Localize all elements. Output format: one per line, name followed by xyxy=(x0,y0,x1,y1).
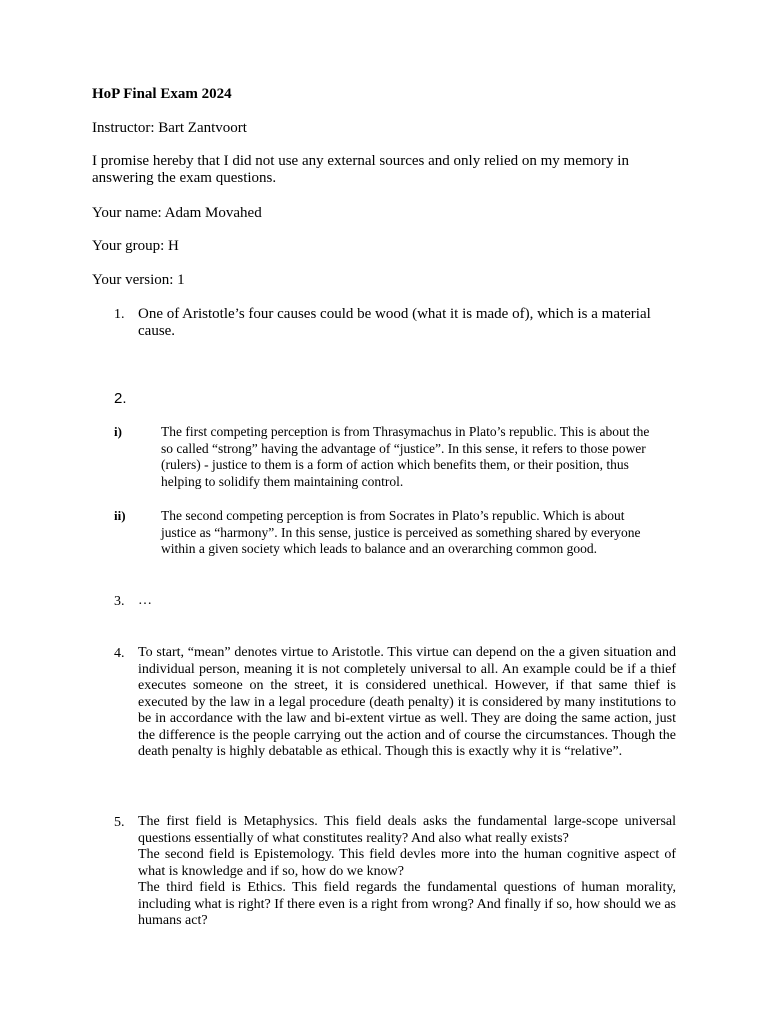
answer-2-i-line: The first competing perception is from Thrasymachus in Plato’s republic. This is about the xyxy=(161,424,650,439)
answer-1-number: 1. xyxy=(114,307,125,322)
answer-2-ii-line: The second competing perception is from Socrates in Plato’s republic. Which is about xyxy=(161,508,625,523)
instructor-line: Instructor: Bart Zantvoort xyxy=(92,120,247,136)
student-group: Your group: H xyxy=(92,238,179,254)
answer-1-text: One of Aristotle’s four causes could be wood (what it is made of), which is a material cause. xyxy=(138,306,651,339)
answer-3-text: … xyxy=(138,593,152,608)
answer-3-number: 3. xyxy=(114,594,125,609)
answer-2-i-line: so called “strong” having the advantage of “justice”. In this sense, it refers to those power xyxy=(161,440,646,456)
answer-2-i-line: helping to solidify them maintaining control. xyxy=(161,473,404,489)
answer-5-text xyxy=(138,814,676,930)
answer-2-ii-line: within a given society which leads to balance and an overarching common good. xyxy=(161,541,597,556)
exam-version: Your version: 1 xyxy=(92,272,185,288)
answer-2-i-line: (rulers) - justice to them is a form of action which benefits them, or their position, thus xyxy=(161,457,629,472)
answer-4-number: 4. xyxy=(114,646,125,661)
pledge-statement: I promise hereby that I did not use any external sources and only relied on my memory in answering the exam questions. xyxy=(92,153,629,186)
answer-2-i-text xyxy=(161,424,676,490)
answer-4-text: To start, “mean” denotes virtue to Aristotle. This virtue can depend on the a given situation and individual person, meaning it is not completely universal to all. An example could be if a thief executes someone on the street, it is considered unethical. However, if that same thief is executed by the law in a legal procedure (death penalty) it is considered by many institutions to be in accordance with the law and bi-extent virtue as well. They are doing the same action, just the difference is the people carrying out the action and of course the circumstances. Though the death penalty is highly debatable as ethical. Though this is exactly why it is “relative”. xyxy=(138,645,676,759)
document-title: HoP Final Exam 2024 xyxy=(92,86,232,102)
answer-2-ii-label: ii) xyxy=(114,508,126,523)
answer-5-metaphysics: The first field is Metaphysics. This field deals asks the fundamental large-scope universal questions essentially of what constitutes reality? And also what really exists? xyxy=(138,814,676,846)
answer-5-number: 5. xyxy=(114,815,125,830)
answer-2-number: 2. xyxy=(114,390,127,407)
answer-2-ii-line: justice as “harmony”. In this sense, justice is perceived as something shared by everyone xyxy=(161,524,641,540)
answer-2-i-label: i) xyxy=(114,424,122,439)
answer-5-ethics: The third field is Ethics. This field regards the fundamental questions of human morality, including what is right? If there even is a right from wrong? And finally if so, how should we as humans act? xyxy=(138,880,676,928)
student-name: Your name: Adam Movahed xyxy=(92,205,262,221)
answer-5-epistemology: The second field is Epistemology. This field devles more into the human cognitive aspect of what is knowledge and if so, how do we know? xyxy=(138,847,676,879)
answer-2-ii-text xyxy=(161,508,676,558)
